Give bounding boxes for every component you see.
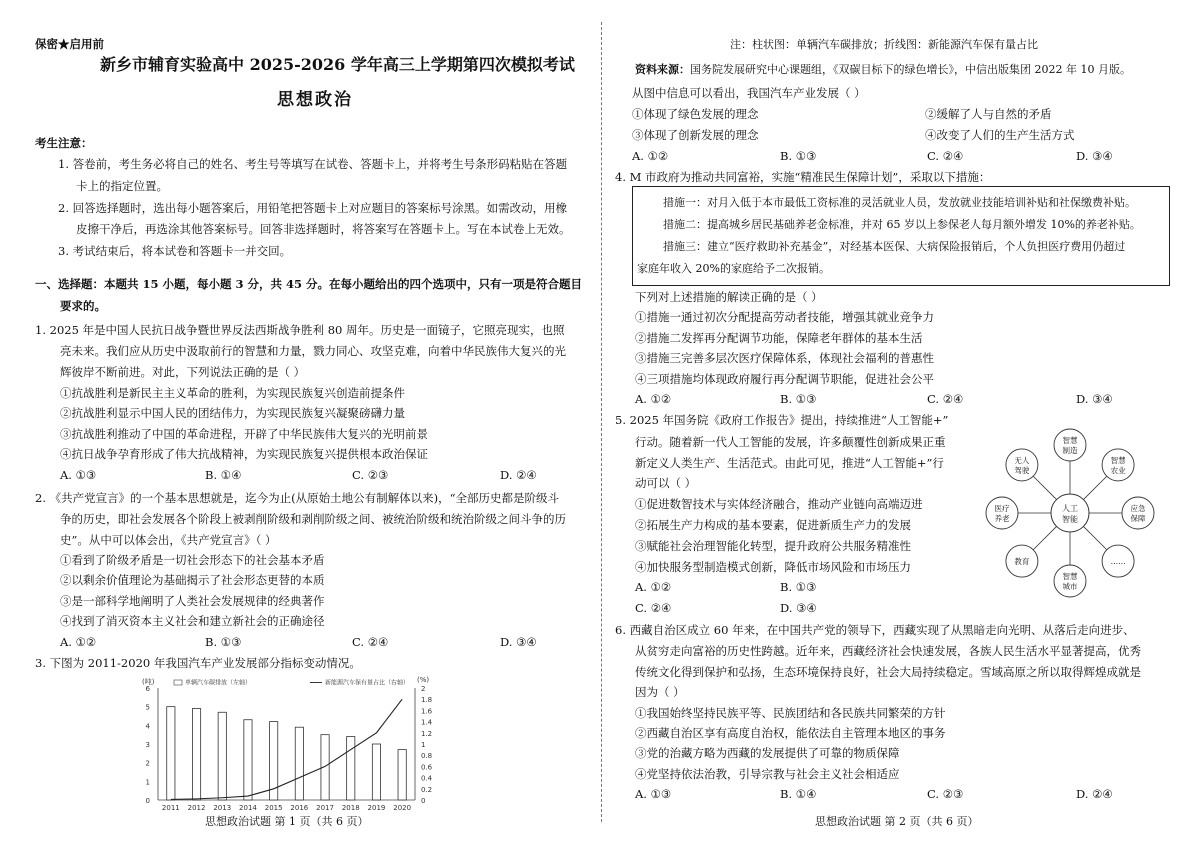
q5-option-d[interactable]: D. ③④ (780, 601, 817, 615)
section-heading: 一、选择题：本题共 15 小题，每小题 3 分，共 45 分。在每小题给出的四个选项中，只有一项是符合题目 (35, 277, 583, 291)
diagram-center-label: 智能 (1062, 515, 1078, 524)
x-tick-label: 2018 (341, 804, 360, 812)
q5-option-a[interactable]: A. ①② (635, 580, 672, 594)
chart-source (635, 62, 1131, 78)
diagram-node-label: 农业 (1110, 465, 1126, 475)
y-tick-label-left: 5 (145, 703, 150, 712)
q2-option-b[interactable]: B. ①③ (205, 635, 242, 649)
subject-title: 思想政治 (277, 90, 353, 110)
q4-measure: 家庭年收入 20%的家庭给予二次报销。 (637, 262, 830, 275)
series-line (171, 699, 402, 799)
q4-option-a[interactable]: A. ①② (635, 392, 672, 406)
q1-option-b[interactable]: B. ①④ (205, 468, 242, 482)
q3-item: ②缓解了人与自然的矛盾 (925, 107, 1052, 121)
legend-bar-swatch (174, 680, 182, 685)
q3-option-d[interactable]: D. ③④ (1076, 149, 1113, 163)
section-heading-cont: 要求的。 (60, 299, 106, 313)
diagram-node (1122, 497, 1154, 529)
q2-item: ②以剩余价值理论为基础揭示了社会形态更替的本质 (60, 573, 325, 587)
q4-measure: 措施一：对月入低于本市最低工资标准的灵活就业人员，发放就业技能培训补贴和社保缴费补贴。 (663, 196, 1136, 209)
page-divider (601, 22, 602, 822)
q1-item: ④抗日战争孕育形成了伟大抗战精神，为实现民族复兴提供根本政治保证 (60, 447, 428, 461)
chart-note: 注：柱状图：单辆汽车碳排放；折线图：新能源汽车保有量占比 (730, 38, 1038, 51)
diagram-node-label: 驾驶 (1014, 465, 1030, 475)
source-text: 国务院发展研究中心课题组，《双碳目标下的绿色增长》，中信出版集团 2022 年 10 月版。 (690, 63, 1131, 76)
car-industry-chart (110, 672, 450, 814)
bar (244, 720, 252, 800)
q3-stem: 3. 下图为 2011-2020 年我国汽车产业发展部分指标变动情况。 (35, 656, 361, 670)
q4-stem: 4. M 市政府为推动共同富裕，实施“精准民生保障计划”，采取以下措施： (615, 170, 991, 184)
q5-item: ①促进数智技术与实体经济融合，推动产业链向高端迈进 (635, 497, 923, 511)
q4-item: ③措施三完善多层次医疗保障体系，体现社会福利的普惠性 (635, 351, 934, 365)
q6-item: ④党坚持依法治教，引导宗教与社会主义社会相适应 (635, 767, 900, 781)
diagram-node-label: 智慧 (1062, 436, 1078, 445)
q4-option-b[interactable]: B. ①③ (780, 392, 817, 406)
connector-line (1033, 476, 1056, 499)
exam-title: 新乡市辅育实验高中 2025-2026 学年高三上学期第四次模拟考试 (100, 55, 575, 74)
notice-line: 卡上的指定位置。 (76, 179, 168, 193)
q5-option-b[interactable]: B. ①③ (780, 580, 817, 594)
y-tick-label-right: 0.8 (421, 752, 433, 761)
q6-option-d[interactable]: D. ②④ (1076, 787, 1113, 801)
q5-item: ④加快服务型制造模式创新，降低市场风险和市场压力 (635, 560, 911, 574)
q1-stem: 亮未来。我们应从历史中汲取前行的智慧和力量，戮力同心、攻坚克难，向着中华民族伟大复兴的光 (60, 344, 566, 358)
y-tick-label-right: 2 (421, 685, 426, 693)
diagram-node-label: 城市 (1062, 582, 1078, 591)
q4-option-c[interactable]: C. ②④ (927, 392, 964, 406)
q2-stem: 史”。从中可以体会出，《共产党宣言》（ ） (60, 533, 277, 547)
bar (347, 737, 355, 800)
q2-stem: 争的历史，即社会发展各个阶段上被剥削阶级和剥削阶级之间、被统治阶级和统治阶级之间斗争的历 (60, 512, 566, 526)
y-tick-label-right: 0 (421, 797, 426, 805)
notice-heading: 考生注意： (35, 136, 93, 150)
source-label: 资料来源： (635, 63, 690, 76)
q6-item: ③党的治藏方略为西藏的发展提供了可靠的物质保障 (635, 746, 900, 760)
connector-line (1033, 526, 1056, 549)
q5-option-c[interactable]: C. ②④ (635, 601, 672, 615)
x-tick-label: 2016 (290, 804, 309, 812)
legend-bar-label: 单辆汽车碳排放（左轴） (185, 679, 252, 687)
bar (167, 707, 175, 800)
q6-item: ①我国始终坚持民族平等、民族团结和各民族共同繁荣的方针 (635, 706, 946, 720)
x-tick-label: 2019 (367, 804, 386, 812)
diagram-node-label: 医疗 (994, 504, 1010, 513)
q2-stem: 2. 《共产党宣言》的一个基本思想就是，迄今为止(从原始土地公有制解体以来)，“全部历史都是阶级斗 (35, 491, 559, 505)
q3-option-c[interactable]: C. ②④ (927, 149, 964, 163)
secret-label: 保密★启用前 (35, 37, 104, 51)
notice-line: 3. 考试结束后，将本试卷和答题卡一并交回。 (58, 244, 292, 258)
q2-option-c[interactable]: C. ②④ (352, 635, 389, 649)
diagram-center-label: 人工 (1062, 504, 1078, 513)
q1-option-c[interactable]: C. ②③ (352, 468, 389, 482)
diagram-node-label: 保障 (1130, 514, 1146, 523)
q3-item: ①体现了绿色发展的理念 (632, 107, 759, 121)
y-tick-label-left: 2 (145, 759, 150, 768)
q2-item: ③是一部科学地阐明了人类社会发展规律的经典著作 (60, 594, 325, 608)
q1-option-d[interactable]: D. ②④ (500, 468, 537, 482)
diagram-node-label: 制造 (1062, 446, 1078, 455)
q3-option-b[interactable]: B. ①③ (780, 149, 817, 163)
diagram-node-label: 教育 (1014, 557, 1030, 567)
legend-line-label: 新能源汽车保有量占比（右轴） (325, 679, 410, 687)
x-tick-label: 2017 (316, 804, 334, 812)
q6-stem: 因为（ ） (635, 685, 685, 699)
x-tick-label: 2013 (213, 804, 232, 812)
diagram-node-label: 智慧 (1062, 572, 1078, 581)
q1-item: ②抗战胜利显示中国人民的团结伟力，为实现民族复兴凝聚磅礴力量 (60, 406, 405, 420)
q2-option-d[interactable]: D. ③④ (500, 635, 537, 649)
q4-measure: 措施三：建立“医疗救助补充基金”，对经基本医保、大病保险报销后，个人负担医疗费用仍超过 (663, 240, 1126, 253)
q1-option-a[interactable]: A. ①③ (60, 468, 97, 482)
q5-stem: 动可以（ ） (635, 476, 697, 490)
q5-stem: 5. 2025 年国务院《政府工作报告》提出，持续推进“人工智能+” (615, 413, 949, 427)
q5-item: ③赋能社会治理智能化转型，提升政府公共服务精准性 (635, 539, 911, 553)
diagram-node-label: 无人 (1014, 455, 1030, 465)
q1-item: ①抗战胜利是新民主主义革命的胜利，为实现民族复兴创造前提条件 (60, 386, 405, 400)
q5-stem: 新定义人类生产、生活范式。由此可见，推进“人工智能+”行 (635, 456, 944, 470)
y-tick-label-right: 0.2 (421, 785, 433, 794)
left-page (30, 0, 595, 848)
notice-line: 皮擦干净后，再选涂其他答案标号。回答非选择题时，将答案写在答题卡上。写在本试卷上无效。 (76, 222, 571, 236)
diagram-node-label: 应急 (1130, 504, 1146, 513)
right-page (615, 0, 1175, 848)
y-tick-label-right: 1.4 (421, 718, 433, 727)
x-tick-label: 2012 (187, 804, 206, 812)
diagram-node (1054, 565, 1086, 597)
diagram-node (1054, 429, 1086, 461)
q2-item: ④找到了消灭资本主义社会和建立新社会的正确途径 (60, 614, 325, 628)
connector-line (1083, 526, 1106, 549)
q6-stem: 从贫穷走向富裕的历史性跨越。近年来，西藏经济社会快速发展，各族人民生活水平显著提高，优秀 (635, 644, 1141, 658)
q2-item: ①看到了阶级矛盾是一切社会形态下的社会基本矛盾 (60, 553, 325, 567)
page-footer-left: 思想政治试题 第 1 页（共 6 页） (205, 815, 369, 828)
q5-item: ②拓展生产力构成的基本要素，促进新质生产力的发展 (635, 518, 911, 532)
y-tick-label-right: 0.6 (421, 763, 433, 772)
x-tick-label: 2015 (264, 804, 283, 812)
page-footer-right: 思想政治试题 第 2 页（共 6 页） (815, 815, 979, 828)
q6-item: ②西藏自治区享有高度自治权，能依法自主管理本地区的事务 (635, 726, 946, 740)
q3-option-a[interactable]: A. ①② (632, 149, 669, 163)
q6-option-a[interactable]: A. ①③ (635, 787, 672, 801)
q6-stem: 传统文化得到保护和弘扬，生态环境保持良好，社会大局持续稳定。雪域高原之所以取得辉煌成就是 (635, 665, 1141, 679)
bar (398, 750, 406, 800)
q3-item: ③体现了创新发展的理念 (632, 128, 759, 142)
connector-line (1083, 476, 1106, 499)
diagram-node-label: 养老 (994, 514, 1010, 523)
q4-measure: 措施二：提高城乡居民基础养老金标准，并对 65 岁以上参保老人每月额外增发 10%的养老补贴。 (663, 218, 1141, 231)
q2-option-a[interactable]: A. ①② (60, 635, 97, 649)
y-tick-label-right: 1 (421, 741, 426, 749)
diagram-node-label: …… (1110, 557, 1126, 567)
y-tick-label-left: 4 (145, 722, 150, 731)
q3-question: 从图中信息可以看出，我国汽车产业发展（ ） (632, 86, 866, 100)
q4-item: ④三项措施均体现政府履行再分配调节职能，促进社会公平 (635, 372, 934, 386)
bar (295, 727, 303, 800)
bar (192, 709, 200, 800)
diagram-center-node (1051, 494, 1089, 532)
y-axis-label-left: (吨) (142, 678, 155, 686)
bar (372, 744, 380, 800)
notice-line: 1. 答卷前，考生务必将自己的姓名、考生号等填写在试卷、答题卡上，并将考生号条形码粘贴在答题 (58, 157, 568, 171)
q4-question: 下列对上述措施的解读正确的是（ ） (635, 290, 823, 304)
q3-item: ④改变了人们的生产生活方式 (925, 128, 1075, 142)
q4-item: ②措施二发挥再分配调节功能，保障老年群体的基本生活 (635, 331, 923, 345)
q1-stem: 辉彼岸不断前进。对此，下列说法正确的是（ ） (60, 365, 306, 379)
notice-line: 2. 回答选择题时，选出每小题答案后，用铅笔把答题卡上对应题目的答案标号涂黑。如需改动，用橡 (58, 201, 568, 215)
y-tick-label-right: 1.2 (421, 729, 433, 738)
q1-item: ③抗战胜利推动了中国的革命进程，开辟了中华民族伟大复兴的光明前景 (60, 427, 428, 441)
y-tick-label-right: 0.4 (421, 774, 433, 783)
q1-stem: 1. 2025 年是中国人民抗日战争暨世界反法西斯战争胜利 80 周年。历史是一面镜子，它照亮现实，也照 (35, 323, 565, 337)
q6-option-b[interactable]: B. ①④ (780, 787, 817, 801)
q6-stem: 6. 西藏自治区成立 60 年来，在中国共产党的领导下，西藏实现了从黑暗走向光明、从落后走向进步、 (615, 623, 1135, 637)
q5-stem: 行动。随着新一代人工智能的发展，许多颠覆性创新成果正重 (635, 435, 946, 449)
y-tick-label-left: 6 (145, 685, 150, 693)
x-tick-label: 2011 (161, 804, 180, 812)
bar (218, 712, 226, 800)
diagram-node-label: 智慧 (1110, 455, 1126, 465)
x-tick-label: 2020 (393, 804, 412, 812)
x-tick-label: 2014 (239, 804, 257, 812)
ai-plus-diagram (970, 425, 1170, 605)
y-axis-label-right: (%) (417, 676, 430, 684)
y-tick-label-right: 1.6 (421, 707, 433, 716)
y-tick-label-right: 1.8 (421, 696, 433, 705)
y-tick-label-left: 0 (145, 797, 150, 805)
q4-option-d[interactable]: D. ③④ (1076, 392, 1113, 406)
q4-item: ①措施一通过初次分配提高劳动者技能，增强其就业竞争力 (635, 310, 934, 324)
y-tick-label-left: 3 (145, 741, 150, 749)
diagram-node (986, 497, 1018, 529)
y-tick-label-left: 1 (145, 778, 150, 787)
q6-option-c[interactable]: C. ②③ (927, 787, 964, 801)
